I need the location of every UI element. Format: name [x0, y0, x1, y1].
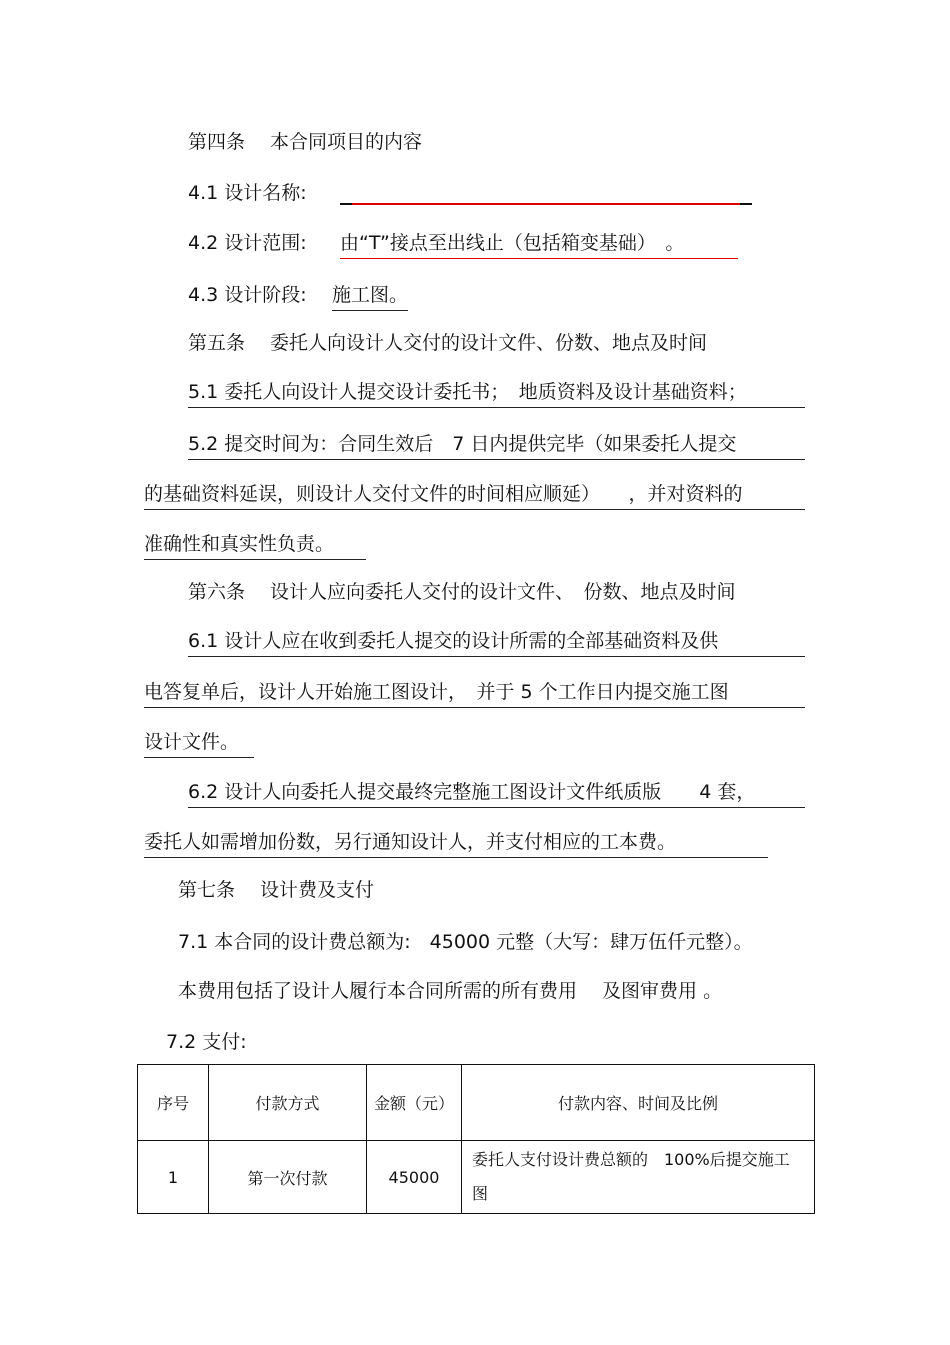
clause-7-1-note: 本费用包括了设计人履行本合同所需的所有费用 及图审费用 。: [178, 980, 723, 1002]
header-amount: 金额（元）: [367, 1065, 462, 1141]
article-4-heading: 第四条 本合同项目的内容: [188, 131, 423, 153]
clause-6-2-line-1: 6.2 设计人向委托人提交最终完整施工图设计文件纸质版 4 套，: [188, 779, 805, 808]
clause-5-2-line-2: 的基础资料延误，则设计人交付文件的时间相应顺延） ，并对资料的: [144, 481, 805, 510]
table-header-row: [138, 1065, 815, 1141]
clause-5-2-line-3: 准确性和真实性负责。: [144, 531, 366, 560]
article-7-heading: 第七条 设计费及支付: [178, 879, 375, 901]
design-scope-label: 4.2 设计范围:: [188, 232, 307, 254]
header-payment-method: 付款方式: [209, 1065, 367, 1141]
clause-7-1: 7.1 本合同的设计费总额为: 45000 元整（大写：肆万伍仟元整）。: [178, 931, 753, 953]
clause-6-1-line-2: 电答复单后，设计人开始施工图设计， 并于 5 个工作日内提交施工图: [144, 679, 805, 708]
design-name-label: 4.1 设计名称:: [188, 182, 307, 204]
table-row: [138, 1141, 815, 1214]
cell-payment-content: 委托人支付设计费总额的 100%后提交施工图: [462, 1141, 815, 1214]
header-serial-no: 序号: [138, 1065, 209, 1141]
design-name-blank-start: [340, 203, 352, 205]
design-scope-value: 由“T”接点至出线止（包括箱变基础） 。: [340, 230, 738, 259]
article-5-heading: 第五条 委托人向设计人交付的设计文件、份数、地点及时间: [188, 332, 708, 354]
clause-5-1: 5.1 委托人向设计人提交设计委托书； 地质资料及设计基础资料；: [188, 379, 805, 408]
cell-amount: 45000: [367, 1141, 462, 1214]
payment-table: [137, 1064, 815, 1214]
clause-5-2-line-1: 5.2 提交时间为：合同生效后 7 日内提供完毕（如果委托人提交: [188, 431, 805, 460]
cell-payment-method: 第一次付款: [209, 1141, 367, 1214]
article-6-heading: 第六条 设计人应向委托人交付的设计文件、 份数、地点及时间: [188, 581, 736, 603]
header-payment-content: 付款内容、时间及比例: [462, 1065, 815, 1141]
design-stage-label: 4.3 设计阶段:: [188, 284, 307, 306]
design-name-blank: [352, 203, 740, 205]
clause-7-2: 7.2 支付:: [166, 1031, 247, 1053]
clause-6-1-line-3: 设计文件。: [144, 729, 254, 758]
design-name-blank-end: [740, 203, 752, 205]
cell-serial-no: 1: [138, 1141, 209, 1214]
clause-6-2-line-2: 委托人如需增加份数，另行通知设计人，并支付相应的工本费。: [144, 829, 768, 858]
design-stage-value: 施工图。: [332, 282, 408, 311]
clause-6-1-line-1: 6.1 设计人应在收到委托人提交的设计所需的全部基础资料及供: [188, 628, 805, 657]
